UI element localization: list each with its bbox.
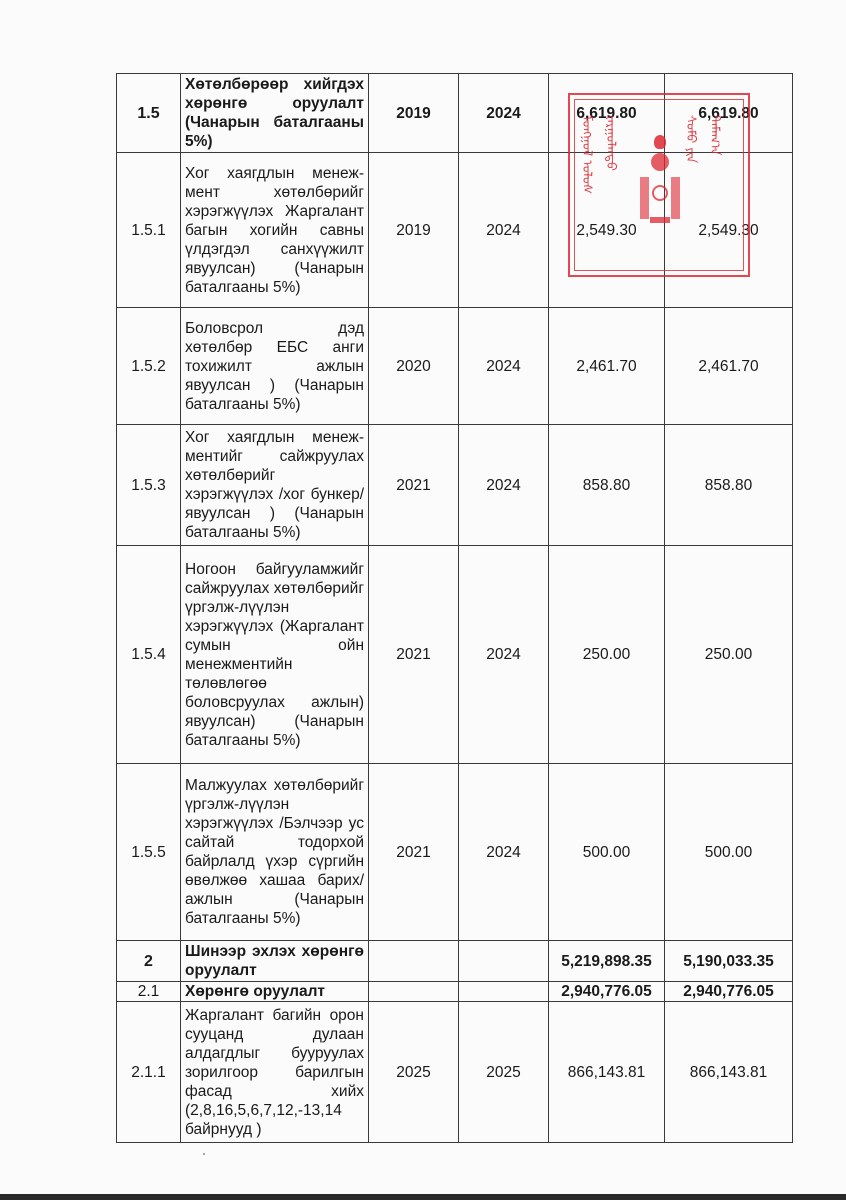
row-start-year xyxy=(369,941,459,982)
row-code: 1.5 xyxy=(117,74,181,153)
table-row xyxy=(117,1002,793,1143)
row-code: 2.1 xyxy=(117,982,181,1002)
row-end-year: 2024 xyxy=(459,546,549,764)
row-total: 2,940,776.05 xyxy=(549,982,665,1002)
row-code: 1.5.1 xyxy=(117,153,181,308)
row-end-year: 2024 xyxy=(459,764,549,941)
row-code: 1.5.2 xyxy=(117,308,181,425)
row-amount: 2,549.30 xyxy=(665,153,793,308)
row-end-year xyxy=(459,941,549,982)
row-end-year: 2024 xyxy=(459,74,549,153)
mongolian-script-decoration: ᠮᠣᠩᠭᠣᠯ ᠤᠯᠤᠰ xyxy=(579,115,594,195)
table-row xyxy=(117,546,793,764)
row-total: 858.80 xyxy=(549,425,665,546)
mongolian-script-decoration: ᠵᠠᠷᠭᠤᠯᠠᠨᠲᠤ xyxy=(603,115,618,171)
mongolian-script-decoration: ᠲᠠᠮᠠᠭ᠎ᠠ xyxy=(707,115,722,156)
row-name: Хөтөлбөрөөр хийгдэх хөрөнгө оруулалт (Чанарын баталгааны 5%) xyxy=(181,74,369,153)
row-name: Ногоон байгууламжийг сайжруулах хөтөлбөрийг үргэлж-лүүлэн хэрэгжүүлэх (Жаргалант сумын ойн менежментийн төлөвлөгөө боловсруулах ажлын) явуулсан) (Чанарын баталгааны 5%) xyxy=(181,546,369,764)
mongolian-script-decoration: ᠰᠤᠮᠤ ᠶᠢᠨ xyxy=(683,115,698,164)
row-code: 1.5.4 xyxy=(117,546,181,764)
table-row xyxy=(117,764,793,941)
row-start-year xyxy=(369,982,459,1002)
row-total: 500.00 xyxy=(549,764,665,941)
row-end-year: 2024 xyxy=(459,425,549,546)
row-end-year xyxy=(459,982,549,1002)
table-row xyxy=(117,74,793,153)
table-row xyxy=(117,425,793,546)
row-name: Хог хаягдлын менеж-ментийг сайжруулах хөтөлбөрийг хэрэгжүүлэх /хог бункер/ явуулсан ) (Чанарын баталгааны 5%) xyxy=(181,425,369,546)
row-end-year: 2024 xyxy=(459,153,549,308)
row-amount: 866,143.81 xyxy=(665,1002,793,1143)
row-end-year: 2024 xyxy=(459,308,549,425)
scan-edge xyxy=(0,1194,846,1200)
row-amount: 2,461.70 xyxy=(665,308,793,425)
row-code: 1.5.3 xyxy=(117,425,181,546)
row-name: Хөрөнгө оруулалт xyxy=(181,982,369,1002)
row-amount: 858.80 xyxy=(665,425,793,546)
row-total: 2,461.70 xyxy=(549,308,665,425)
row-amount: 5,190,033.35 xyxy=(665,941,793,982)
row-start-year: 2020 xyxy=(369,308,459,425)
row-start-year: 2021 xyxy=(369,425,459,546)
row-name: Хог хаягдлын менеж-мент хөтөлбөрийг хэрэгжүүлэх Жаргалант багын хогийн савны үлдэгдэл санхүүжилт явуулсан) (Чанарын баталгааны 5%) xyxy=(181,153,369,308)
row-code: 2 xyxy=(117,941,181,982)
row-end-year: 2025 xyxy=(459,1002,549,1143)
row-amount: 6,619.80 xyxy=(665,74,793,153)
row-name: Жаргалант багийн орон сууцанд дулаан алдагдлыг бууруулах зорилгоор барилгын фасад хийх (2,8,16,5,6,7,12,-13,14 байрнууд ) xyxy=(181,1002,369,1143)
row-total: 6,619.80 xyxy=(549,74,665,153)
row-start-year: 2021 xyxy=(369,546,459,764)
scan-speck xyxy=(203,1153,205,1155)
row-name: Боловсрол дэд хөтөлбөр ЕБС анги тохижилт ажлын явуулсан ) (Чанарын баталгааны 5%) xyxy=(181,308,369,425)
row-amount: 250.00 xyxy=(665,546,793,764)
row-amount: 2,940,776.05 xyxy=(665,982,793,1002)
row-start-year: 2019 xyxy=(369,74,459,153)
row-total: 2,549.30 xyxy=(549,153,665,308)
row-name: Малжуулах хөтөлбөрийг үргэлж-лүүлэн хэрэгжүүлэх /Бэлчээр ус сайтай тодорхой байрлалд үхэр сүргийн өвөлжөө хашаа барих/ ажлын (Чанарын баталгааны 5%) xyxy=(181,764,369,941)
table-row xyxy=(117,941,793,982)
row-code: 2.1.1 xyxy=(117,1002,181,1143)
row-start-year: 2021 xyxy=(369,764,459,941)
row-start-year: 2019 xyxy=(369,153,459,308)
row-total: 866,143.81 xyxy=(549,1002,665,1143)
table-row xyxy=(117,153,793,308)
row-name: Шинээр эхлэх хөрөнгө оруулалт xyxy=(181,941,369,982)
table-row xyxy=(117,308,793,425)
row-total: 5,219,898.35 xyxy=(549,941,665,982)
investment-table xyxy=(116,73,793,1143)
table-row xyxy=(117,982,793,1002)
row-total: 250.00 xyxy=(549,546,665,764)
row-start-year: 2025 xyxy=(369,1002,459,1143)
row-amount: 500.00 xyxy=(665,764,793,941)
row-code: 1.5.5 xyxy=(117,764,181,941)
